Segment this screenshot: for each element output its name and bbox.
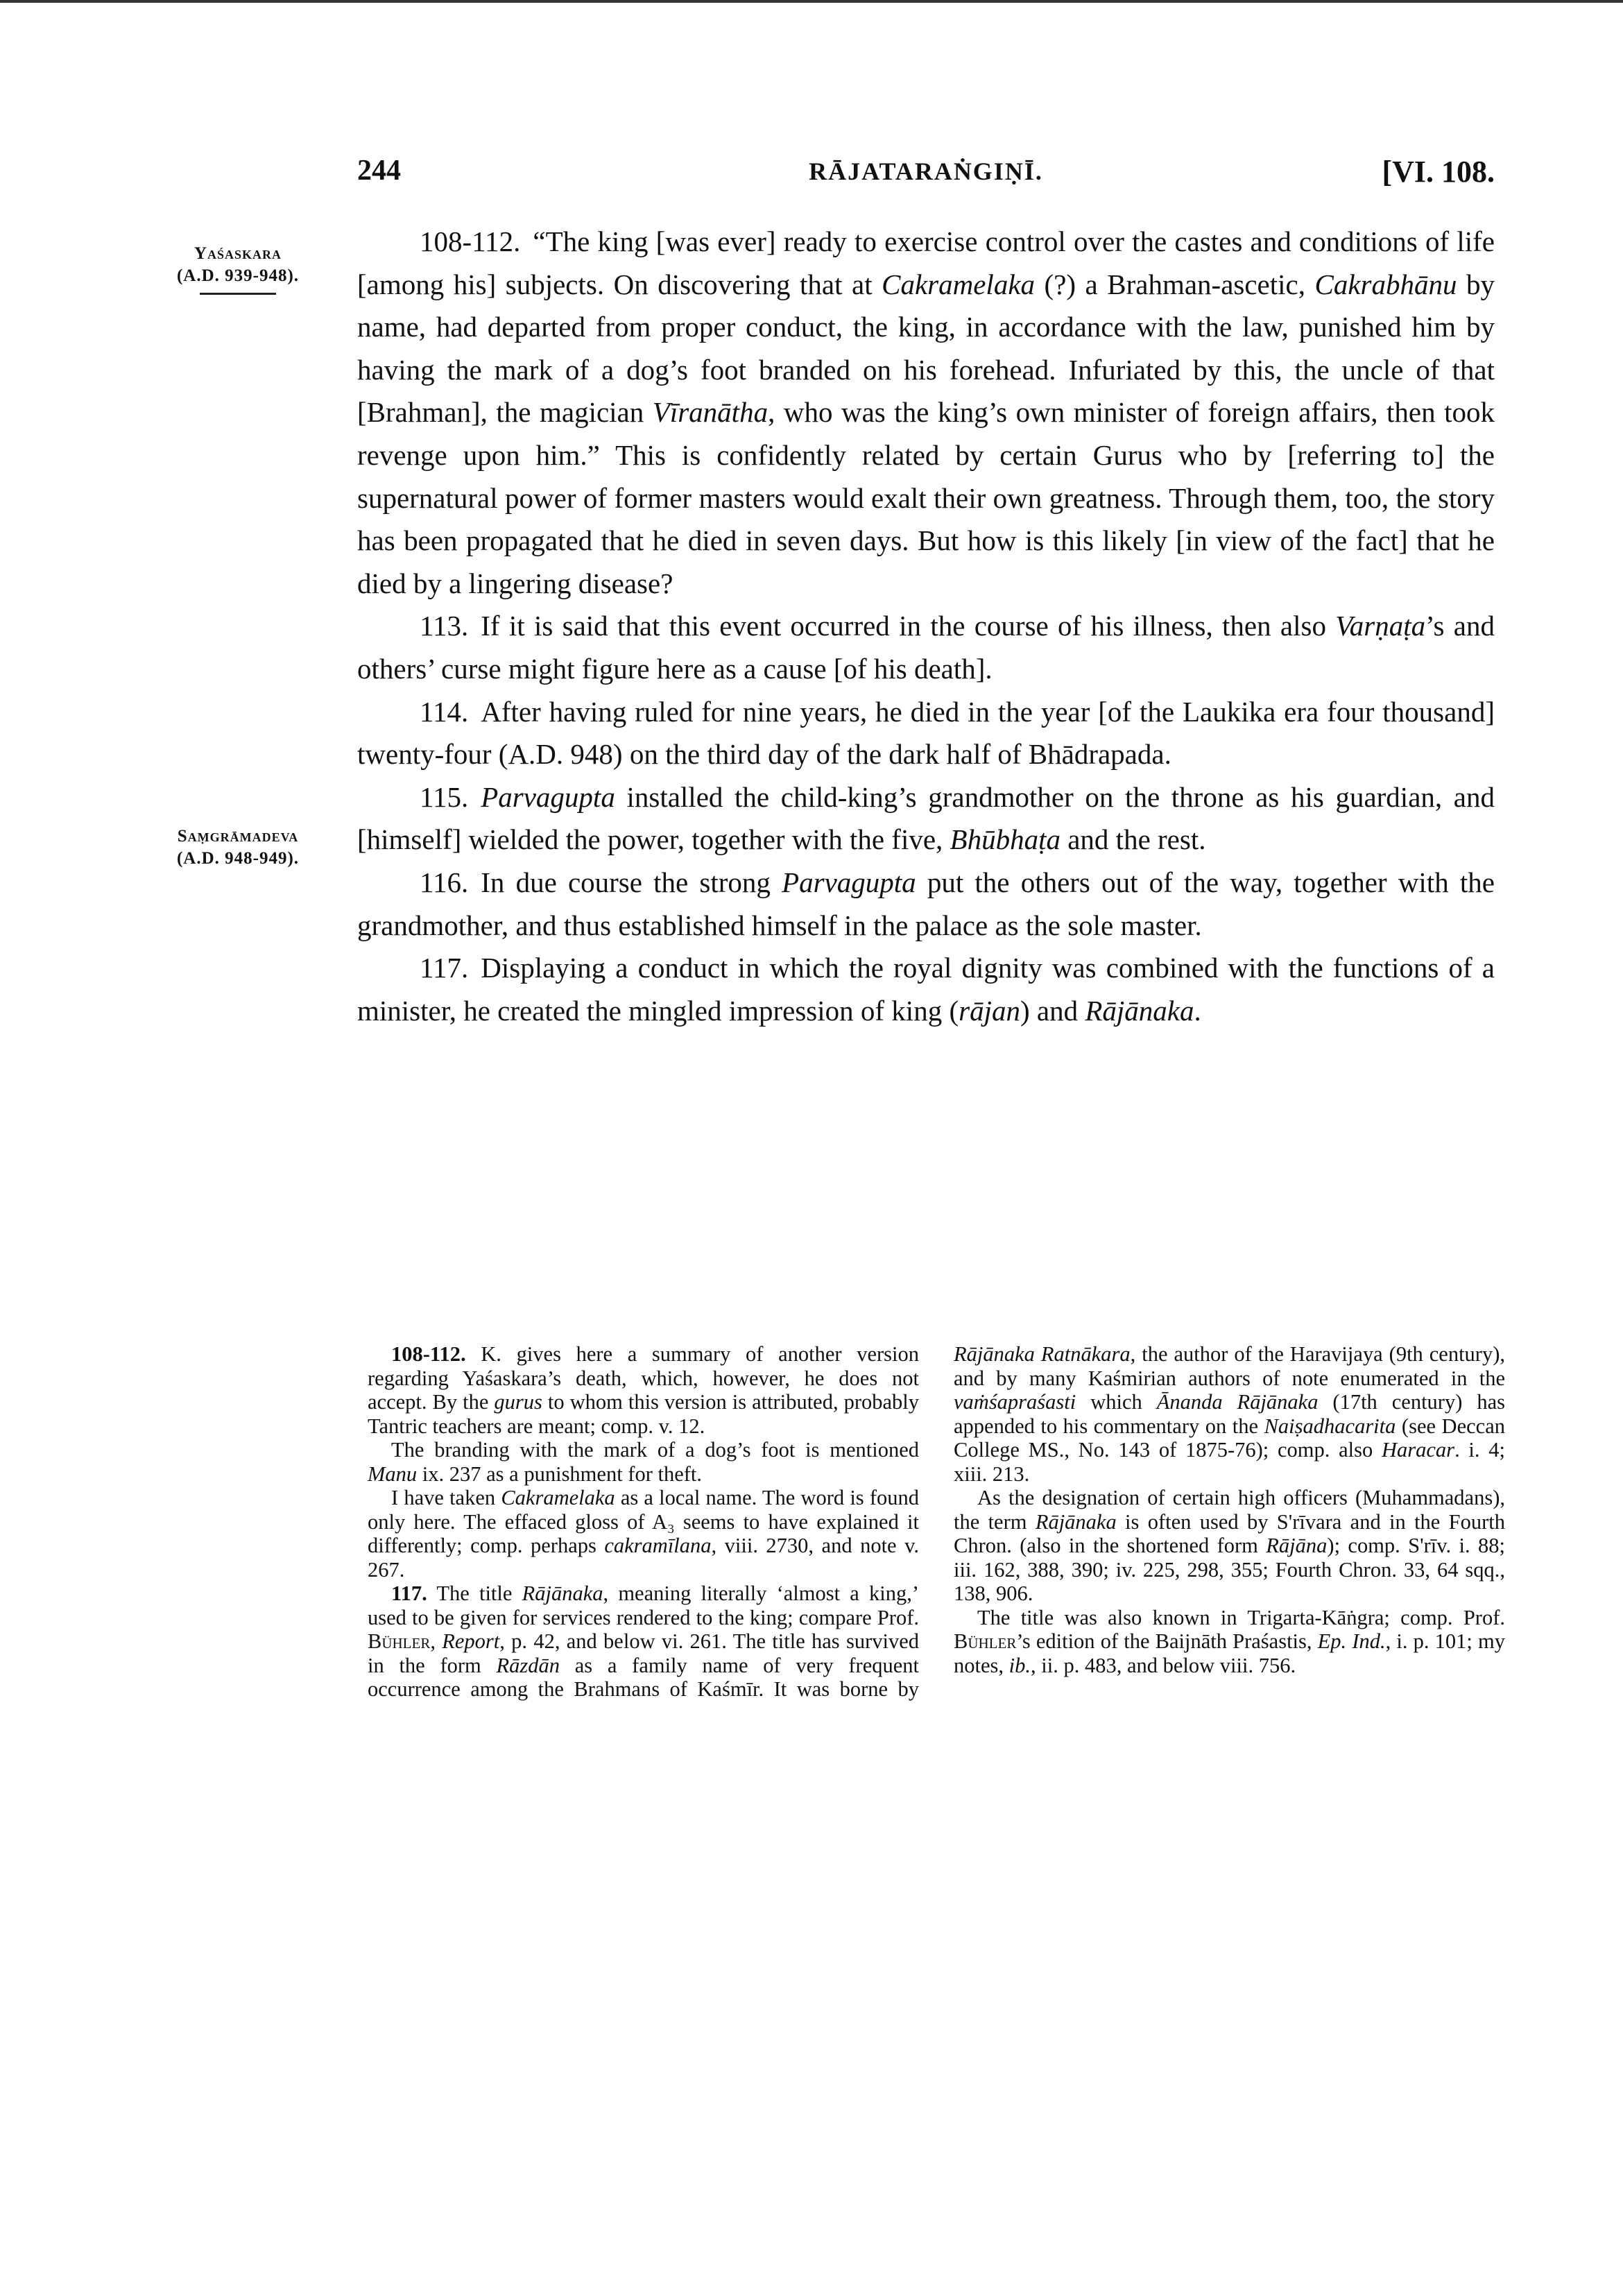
text-run: , meaning literally ‘almost a king,’ used to be given for services rendered to the king; compare Prof. <box>368 1582 920 1629</box>
text-run: gurus <box>494 1390 542 1414</box>
verse-paragraph <box>357 947 1495 1032</box>
text-run: Displaying a conduct in which the royal dignity was combined with the functions of a minister, he created the mingled impression of king ( <box>357 952 1495 1027</box>
verse-paragraph <box>357 691 1495 776</box>
text-run: ix. 237 as a punishment for theft. <box>417 1462 702 1486</box>
text-run: , ii. p. 483, and below viii. 756. <box>1031 1653 1296 1677</box>
text-run: which <box>1076 1390 1157 1414</box>
text-run: The title <box>436 1582 522 1605</box>
text-run: and the rest. <box>1060 823 1206 856</box>
text-run: Bhūbhaṭa <box>950 823 1060 856</box>
footnote-number: 108-112. <box>391 1342 466 1366</box>
text-run: ib. <box>1008 1653 1031 1677</box>
text-run: Parvagupta <box>481 780 615 813</box>
margin-note-rule <box>200 293 276 295</box>
text-run: Rāzdān <box>496 1653 560 1677</box>
running-title: RĀJATARAṄGIṆĪ. <box>809 157 1043 185</box>
verse-number: 116. <box>420 866 469 898</box>
text-run: Cakrabhānu <box>1314 268 1457 300</box>
footnotes <box>368 1342 1505 1702</box>
text-run: Naiṣadhacarita <box>1264 1414 1396 1438</box>
text-run: The branding with the mark of a dog’s foot is mentioned <box>391 1438 919 1462</box>
margin-note-name: Yaśaskara <box>194 244 282 263</box>
text-run: (?) a Brahman-ascetic, <box>1035 268 1315 300</box>
text-run: , <box>430 1629 443 1653</box>
text-run: Varṇaṭa <box>1335 610 1426 642</box>
verse-number: 117. <box>420 952 469 984</box>
text-run: , the author of the Haravijaya (9th century), and by many Kaśmirian authors of note enumerated in the <box>954 1342 1505 1390</box>
text-run: vaṁśapraśasti <box>954 1390 1076 1414</box>
text-run: by name, had departed from proper conduct, the king, in accordance with the law, punished him by having the mark of a dog’s foot branded on his forehead. Infuriated by this, the uncle of that [Brahman], the magician <box>357 268 1495 429</box>
text-run: 948) on the third day of the dark half of Bhādrapada. <box>563 738 1171 771</box>
margin-note-name: Saṃgrāmadeva <box>177 827 299 846</box>
text-run: The title was also known in Trigarta-Kāṅgra; comp. Prof. <box>977 1605 1505 1629</box>
margin-note-samgramadeva <box>144 825 332 870</box>
text-run: Manu <box>368 1462 418 1486</box>
footnote-number: 117. <box>391 1582 427 1605</box>
text-run: (17th century) has appended to his commentary on the <box>954 1390 1505 1438</box>
text-run: “The king [was ever] ready to exercise control over the castes and conditions of life [among his] subjects. On discovering that at <box>357 225 1495 300</box>
text-run: ’s and others’ curse might figure here as a cause [of his death]. <box>357 610 1495 685</box>
text-run: Rājānaka <box>1085 994 1194 1027</box>
text-run: put the others out of the way, together with the grandmother, and thus established himself in the palace as the sole master. <box>357 866 1495 941</box>
text-run: Haracar <box>1382 1438 1455 1462</box>
text-run: I have taken <box>391 1486 501 1509</box>
text-run: Bühler <box>954 1629 1017 1653</box>
footnote-paragraph <box>368 1342 919 1438</box>
text-run: , i. p. 101; my notes, <box>954 1629 1505 1677</box>
text-run: . i. 4; xiii. 213. <box>954 1438 1505 1486</box>
text-run: Rājānaka <box>522 1582 603 1605</box>
text-run: cakramīlana <box>604 1534 712 1557</box>
text-run: Cakramelaka <box>501 1486 615 1509</box>
text-run: , p. 42, and below vi. 261. The title has survived in the form <box>368 1629 919 1677</box>
verse-paragraph <box>357 776 1495 862</box>
text-run: ’s edition of the Baijnāth Praśastis, <box>1016 1629 1318 1653</box>
text-run: is often used by S'rīvara and in the Fourth Chron. (also in the shortened form <box>954 1509 1506 1557</box>
main-text <box>357 221 1495 1032</box>
verse-number: 108-112. <box>420 225 521 257</box>
text-run: , viii. 2730, and note v. 267. <box>368 1534 919 1582</box>
text-run: A.D. <box>508 738 564 771</box>
verse-number: 113. <box>420 610 469 642</box>
text-run: Bühler <box>368 1629 431 1653</box>
text-run: As the designation of certain high officers (Muhammadans), the term <box>954 1486 1505 1534</box>
text-run: rājan <box>959 994 1020 1027</box>
section-reference: [VI. 108. <box>1382 155 1495 189</box>
text-run: K. gives here a summary of another version regarding Yaśaskara’s death, which, however, he does not accept. By the <box>368 1342 920 1414</box>
text-run: as a local name. The word is found only here. The effaced gloss of A₃ seems to have explained it differently; comp. perhaps <box>368 1486 919 1557</box>
text-run: , who was the king’s own minister of foreign affairs, then took revenge upon him.” This is confidently related by certain Gurus who by [referring to] the supernatural power of former masters would exalt their own greatness. Through them, too, the story has been propagated that he died in seven days. But how is this likely [in view of the fact] that he died by a lingering disease? <box>357 396 1495 599</box>
text-run: Cakramelaka <box>882 268 1036 300</box>
text-run: (see Deccan College MS., No. 143 of 1875-76); comp. also <box>954 1414 1505 1462</box>
text-run: After having ruled for nine years, he died in the year [of the Laukika era four thousand] twenty-four ( <box>357 695 1495 771</box>
top-border-rule <box>0 0 1623 3</box>
margin-note-dates: (A.D. 939-948). <box>176 266 300 285</box>
text-run: In due course the strong <box>481 866 782 898</box>
text-run: as a family name of very frequent occurrence among the Brahmans of Kaśmīr. It was borne by <box>368 1653 919 1701</box>
text-run: ) and <box>1020 994 1085 1027</box>
text-run: to whom this version is attributed, probably Tantric teachers are meant; comp. v. 12. <box>368 1390 919 1438</box>
footnote-paragraph <box>368 1438 919 1486</box>
footnote-paragraph <box>954 1486 1505 1606</box>
margin-note-dates: (A.D. 948-949). <box>176 849 300 868</box>
text-run: Rājāna <box>1266 1534 1328 1557</box>
footnote-paragraph <box>368 1486 919 1582</box>
verse-paragraph <box>357 862 1495 947</box>
page-header <box>357 154 1495 196</box>
verse-paragraph <box>357 221 1495 605</box>
text-run: If it is said that this event occurred in the course of his illness, then also <box>481 610 1336 642</box>
text-run: Ep. Ind. <box>1317 1629 1386 1653</box>
text-run: installed the child-king’s grandmother on the throne as his guardian, and [himself] wielded the power, together with the five, <box>357 780 1495 856</box>
verse-paragraph <box>357 605 1495 690</box>
margin-note-yasaskara <box>144 243 332 295</box>
text-run: ); comp. S'rīv. i. 88; iii. 162, 388, 390; iv. 225, 298, 355; Fourth Chron. 33, 64 sqq., 138, 906. <box>954 1534 1505 1605</box>
text-run: Vīranātha <box>652 396 768 429</box>
text-run: Rājānaka Ratnākara <box>954 1342 1131 1366</box>
verse-number: 115. <box>420 780 469 813</box>
page-number: 244 <box>357 155 401 187</box>
text-run: Ānanda Rājānaka <box>1156 1390 1319 1414</box>
verse-number: 114. <box>420 695 469 728</box>
text-run: Report <box>442 1629 500 1653</box>
footnote-paragraph <box>954 1606 1505 1678</box>
text-run: . <box>1194 994 1201 1027</box>
text-run: Rājānaka <box>1035 1509 1117 1534</box>
text-run: Parvagupta <box>782 866 916 898</box>
